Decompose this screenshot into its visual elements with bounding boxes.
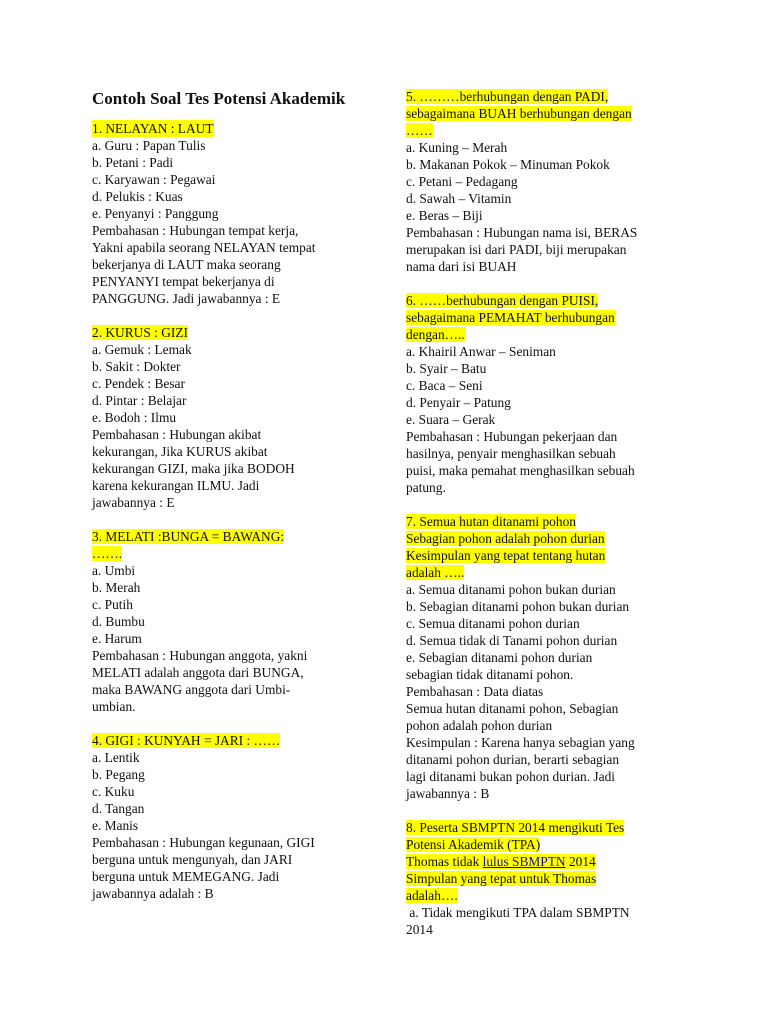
option-e: e. Sebagian ditanami pohon durian xyxy=(406,650,593,665)
explanation-line: PENYANYI tempat bekerjanya di xyxy=(92,274,275,289)
option-a: a. Umbi xyxy=(92,563,136,578)
explanation-line: berguna untuk MEMEGANG. Jadi xyxy=(92,869,280,884)
question-8-line3-post: 2014 xyxy=(565,854,596,869)
question-5-prompt: 5. ………berhubungan dengan PADI, xyxy=(406,89,609,104)
option-d: d. Pelukis : Kuas xyxy=(92,189,183,204)
explanation-line: jawabannya adalah : B xyxy=(92,886,214,901)
option-c: c. Karyawan : Pegawai xyxy=(92,172,216,187)
option-c: c. Pendek : Besar xyxy=(92,376,185,391)
option-d: d. Tangan xyxy=(92,801,145,816)
explanation-line: Semua hutan ditanami pohon, Sebagian xyxy=(406,701,619,716)
question-6-prompt-cont: dengan….. xyxy=(406,327,465,342)
option-a: a. Guru : Papan Tulis xyxy=(92,138,206,153)
question-7-prompt-cont: Kesimpulan yang tepat tentang hutan xyxy=(406,548,606,563)
option-c: c. Petani – Pedagang xyxy=(406,174,518,189)
option-b: b. Sebagian ditanami pohon bukan durian xyxy=(406,599,630,614)
option-d: d. Semua tidak di Tanami pohon durian xyxy=(406,633,618,648)
option-c: c. Baca – Seni xyxy=(406,378,483,393)
option-d: d. Penyair – Patung xyxy=(406,395,511,410)
question-1 xyxy=(92,120,382,307)
question-5-prompt-cont: sebagaimana BUAH berhubungan dengan xyxy=(406,106,632,121)
option-e: e. Bodoh : Ilmu xyxy=(92,410,177,425)
question-3-prompt: 3. MELATI :BUNGA = BAWANG: xyxy=(92,529,285,544)
option-b: b. Pegang xyxy=(92,767,145,782)
option-c: c. Semua ditanami pohon durian xyxy=(406,616,580,631)
explanation-line: kekurangan, Jika KURUS akibat xyxy=(92,444,268,459)
explanation-line: kekurangan GIZI, maka jika BODOH xyxy=(92,461,295,476)
explanation-line: Pembahasan : Hubungan nama isi, BERAS xyxy=(406,225,638,240)
question-8-prompt-cont: Simpulan yang tepat untuk Thomas xyxy=(406,871,597,886)
lulus-sbmptn-link[interactable]: lulus SBMPTN xyxy=(482,854,566,869)
option-a: a. Khairil Anwar – Seniman xyxy=(406,344,556,359)
page-title: Contoh Soal Tes Potensi Akademik xyxy=(92,89,346,108)
explanation-line: Pembahasan : Data diatas xyxy=(406,684,544,699)
question-4-prompt: 4. GIGI : KUNYAH = JARI : …… xyxy=(92,733,281,748)
explanation-line: umbian. xyxy=(92,699,136,714)
option-e-cont: sebagian tidak ditanami pohon. xyxy=(406,667,574,682)
option-b: b. Syair – Batu xyxy=(406,361,487,376)
explanation-line: hasilnya, penyair menghasilkan sebuah xyxy=(406,446,616,461)
option-a: a. Tidak mengikuti TPA dalam SBMPTN xyxy=(406,905,630,920)
option-e: e. Penyanyi : Panggung xyxy=(92,206,219,221)
option-e: e. Manis xyxy=(92,818,139,833)
question-8-line3 xyxy=(406,854,596,869)
explanation-line: bekerjanya di LAUT maka seorang xyxy=(92,257,281,272)
explanation-line: Kesimpulan : Karena hanya sebagian yang xyxy=(406,735,635,750)
option-e: e. Suara – Gerak xyxy=(406,412,496,427)
explanation-line: pohon adalah pohon durian xyxy=(406,718,553,733)
option-d: d. Sawah – Vitamin xyxy=(406,191,512,206)
question-6-prompt-cont: sebagaimana PEMAHAT berhubungan xyxy=(406,310,615,325)
option-c: c. Kuku xyxy=(92,784,135,799)
explanation-line: lagi ditanami bukan pohon durian. Jadi xyxy=(406,769,615,784)
explanation-line: Pembahasan : Hubungan tempat kerja, xyxy=(92,223,299,238)
question-3-prompt-cont: ……. xyxy=(92,546,123,561)
explanation-line: nama dari isi BUAH xyxy=(406,259,517,274)
question-6 xyxy=(406,292,668,496)
explanation-line: PANGGUNG. Jadi jawabannya : E xyxy=(92,291,281,306)
option-b: b. Makanan Pokok – Minuman Pokok xyxy=(406,157,610,172)
explanation-line: patung. xyxy=(406,480,446,495)
question-8-prompt-cont: adalah…. xyxy=(406,888,458,903)
question-7-prompt: 7. Semua hutan ditanami pohon xyxy=(406,514,576,529)
question-2 xyxy=(92,324,382,511)
option-a: a. Lentik xyxy=(92,750,140,765)
explanation-line: karena kekurangan ILMU. Jadi xyxy=(92,478,260,493)
question-5-prompt-cont: …… xyxy=(406,123,433,138)
option-a: a. Kuning – Merah xyxy=(406,140,508,155)
option-d: d. Bumbu xyxy=(92,614,145,629)
option-b: b. Sakit : Dokter xyxy=(92,359,181,374)
question-8 xyxy=(406,819,668,938)
question-7-prompt-cont: adalah ….. xyxy=(406,565,465,580)
explanation-line: maka BAWANG anggota dari Umbi- xyxy=(92,682,291,697)
option-b: b. Petani : Padi xyxy=(92,155,174,170)
question-7 xyxy=(406,513,668,802)
explanation-line: puisi, maka pemahat menghasilkan sebuah xyxy=(406,463,635,478)
explanation-line: Pembahasan : Hubungan pekerjaan dan xyxy=(406,429,618,444)
explanation-line: MELATI adalah anggota dari BUNGA, xyxy=(92,665,304,680)
explanation-line: Pembahasan : Hubungan kegunaan, GIGI xyxy=(92,835,315,850)
left-column xyxy=(92,88,382,919)
right-column xyxy=(406,88,668,955)
option-e: e. Beras – Biji xyxy=(406,208,483,223)
option-b: b. Merah xyxy=(92,580,141,595)
question-2-prompt: 2. KURUS : GIZI xyxy=(92,325,188,340)
option-e: e. Harum xyxy=(92,631,142,646)
option-c: c. Putih xyxy=(92,597,133,612)
explanation-line: jawabannya : B xyxy=(406,786,490,801)
explanation-line: Pembahasan : Hubungan akibat xyxy=(92,427,262,442)
question-6-prompt: 6. ……berhubungan dengan PUISI, xyxy=(406,293,599,308)
explanation-line: merupakan isi dari PADI, biji merupakan xyxy=(406,242,627,257)
option-a: a. Semua ditanami pohon bukan durian xyxy=(406,582,616,597)
explanation-line: ditanami pohon durian, berarti sebagian xyxy=(406,752,620,767)
question-8-prompt: 8. Peserta SBMPTN 2014 mengikuti Tes xyxy=(406,820,625,835)
question-8-prompt-cont: Potensi Akademik (TPA) xyxy=(406,837,541,852)
option-a-cont: 2014 xyxy=(406,922,433,937)
question-1-prompt: 1. NELAYAN : LAUT xyxy=(92,121,214,136)
option-d: d. Pintar : Belajar xyxy=(92,393,187,408)
explanation-line: Yakni apabila seorang NELAYAN tempat xyxy=(92,240,316,255)
explanation-line: berguna untuk mengunyah, dan JARI xyxy=(92,852,293,867)
question-8-line3-pre: Thomas tidak xyxy=(406,854,483,869)
question-4 xyxy=(92,732,382,902)
question-7-prompt-cont: Sebagian pohon adalah pohon durian xyxy=(406,531,605,546)
option-a: a. Gemuk : Lemak xyxy=(92,342,192,357)
question-5 xyxy=(406,88,668,275)
question-3 xyxy=(92,528,382,715)
explanation-line: jawabannya : E xyxy=(92,495,175,510)
explanation-line: Pembahasan : Hubungan anggota, yakni xyxy=(92,648,308,663)
